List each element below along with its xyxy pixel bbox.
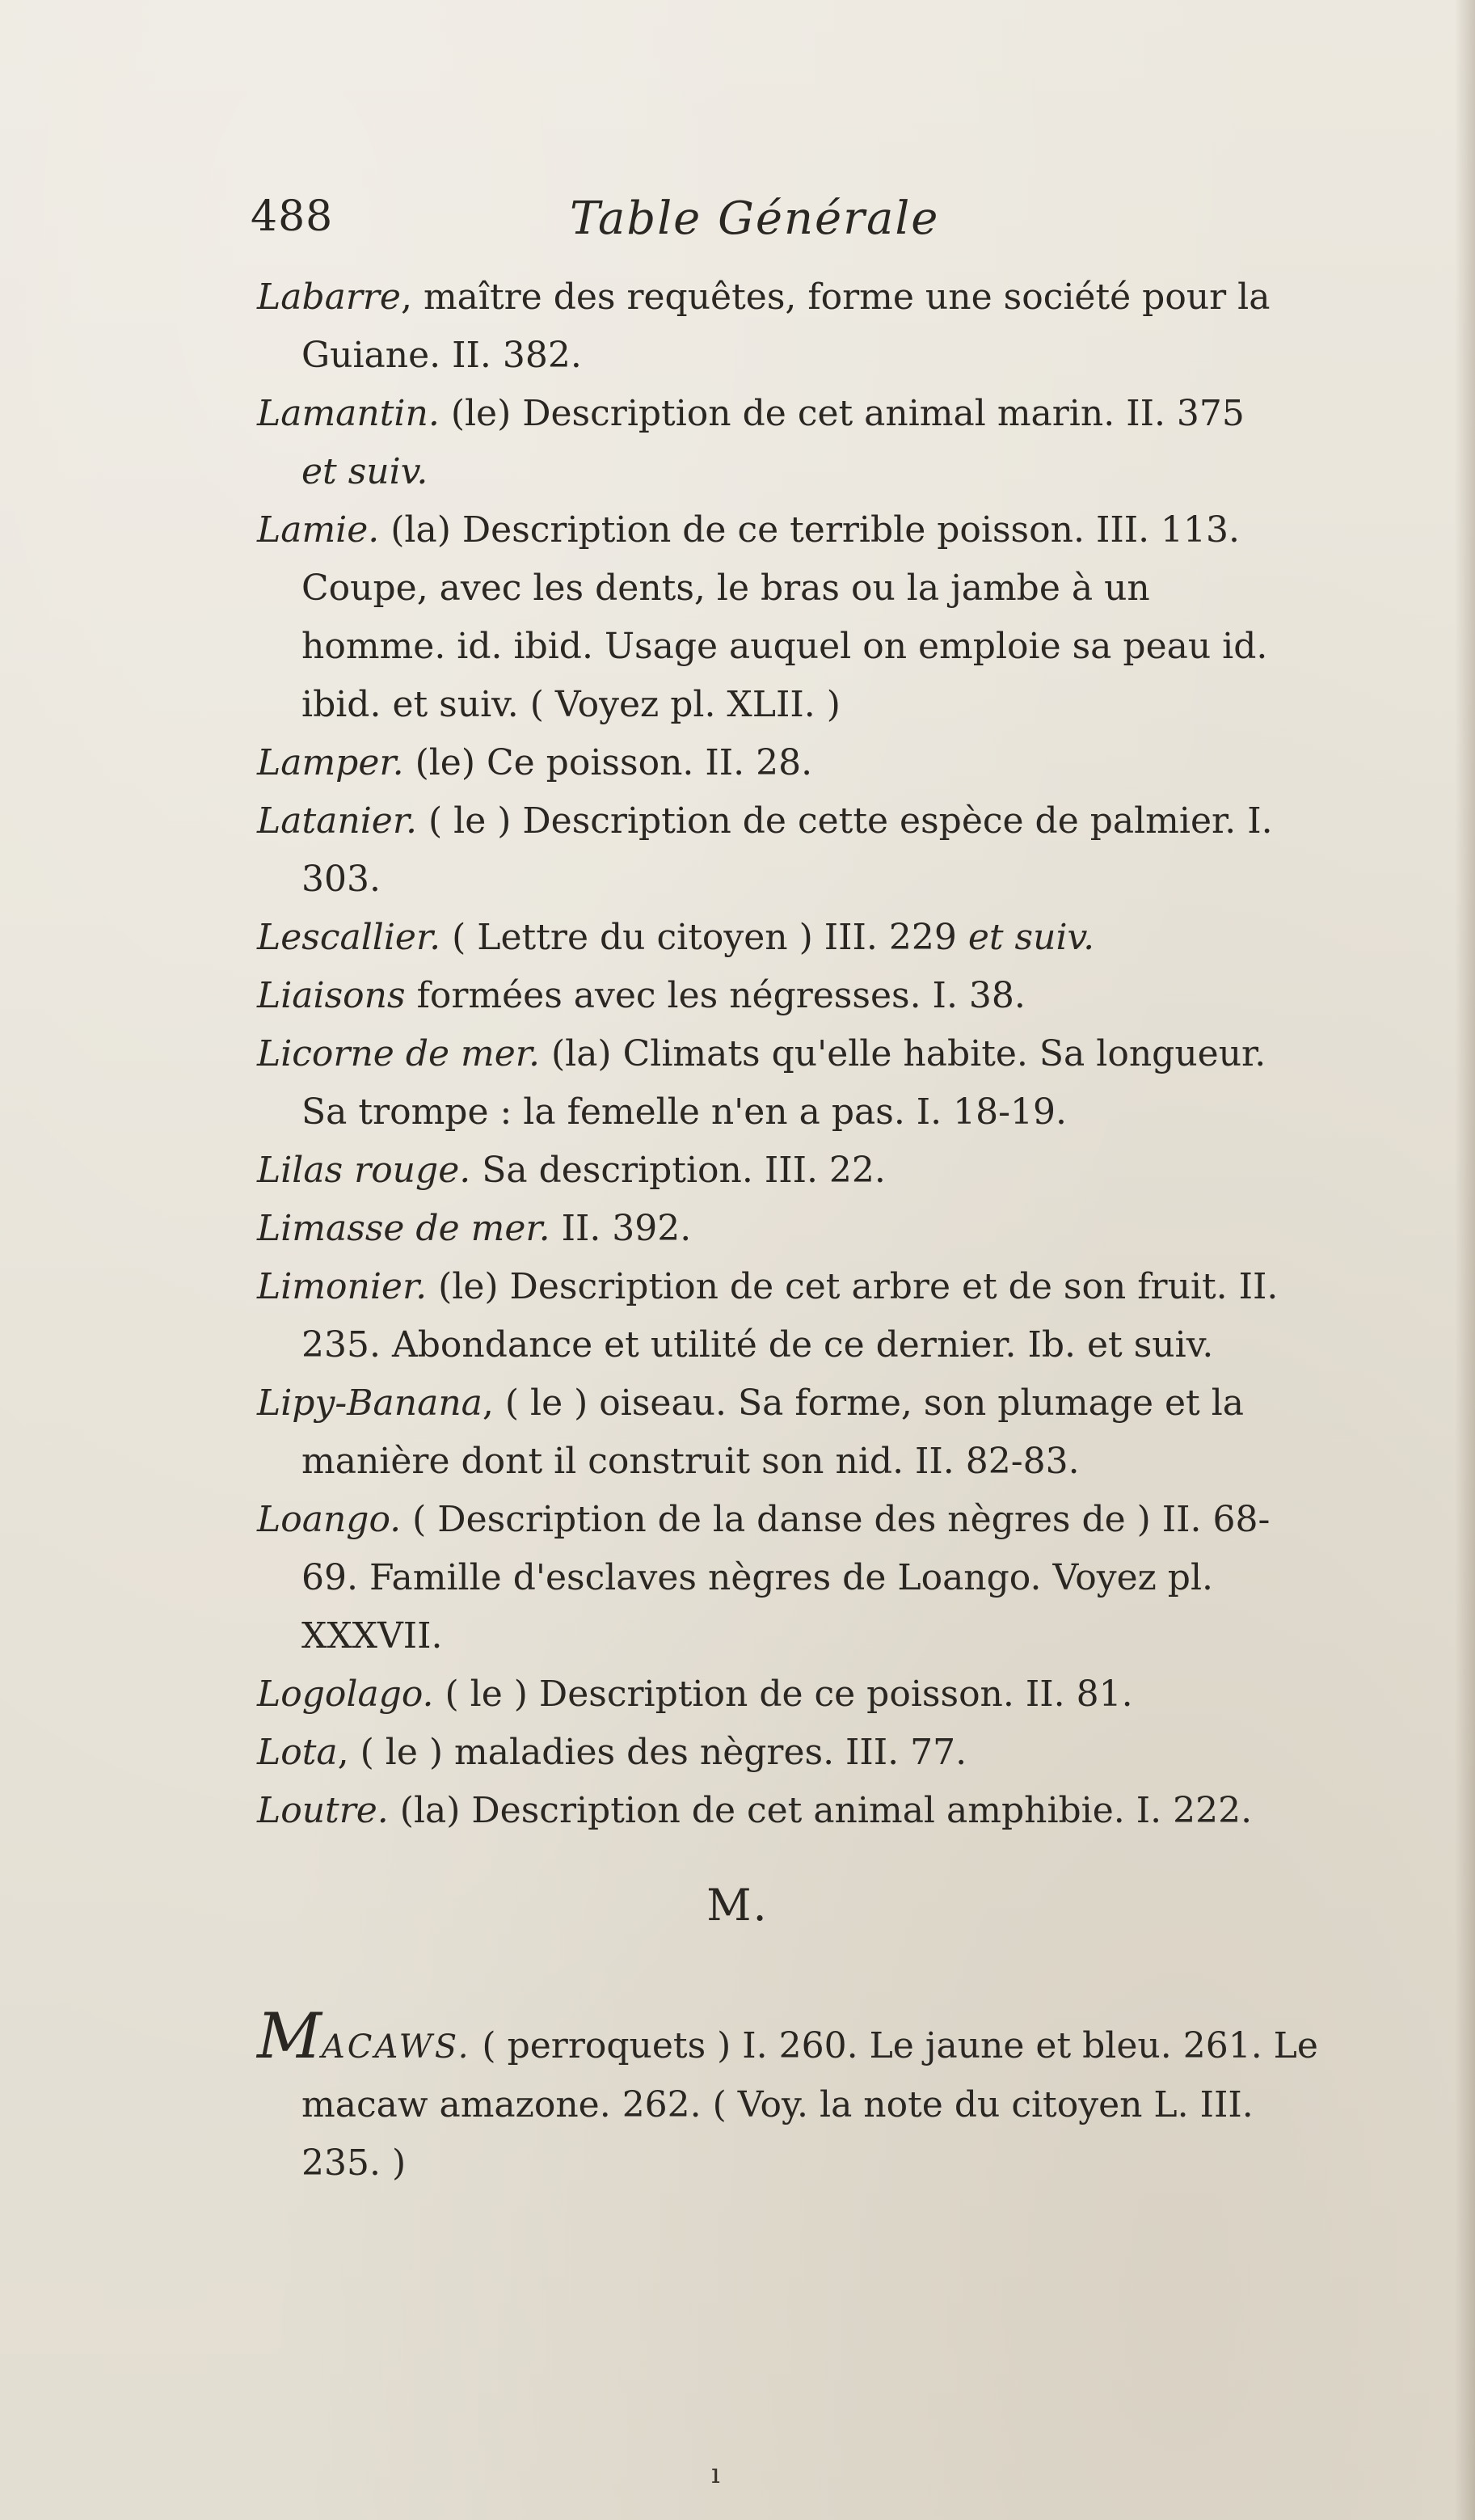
entry-head: Lipy-Banana [257, 1382, 483, 1424]
entry-head: Lamper. [257, 742, 404, 783]
index-entry [257, 1374, 1290, 1491]
index-entry [257, 385, 1290, 501]
index-entry [257, 909, 1290, 967]
entry-emphasis: et suiv. [967, 917, 1095, 958]
entry-head: ACAWS. [321, 2028, 471, 2066]
page-number: 488 [251, 192, 334, 241]
entry-text: (le) Description de cet animal marin. II. 375 [439, 393, 1245, 434]
index-entry [257, 967, 1290, 1025]
index-entries [257, 268, 1290, 1840]
index-entry [257, 1025, 1290, 1142]
entry-head: Limasse de mer. [257, 1208, 550, 1249]
entry-head: Lamie. [257, 509, 380, 551]
entry-head: Lilas rouge. [257, 1150, 471, 1191]
entry-head: Lota [257, 1732, 338, 1773]
entry-head: Liaisons [257, 975, 406, 1016]
entry-text: II. 392. [550, 1208, 692, 1249]
signature-mark: ı [711, 2458, 720, 2490]
index-entry [257, 1724, 1290, 1782]
entry-text: formées avec les négresses. I. 38. [405, 975, 1026, 1016]
entry-text: (la) Climats qu'elle habite. Sa longueur. Sa trompe : la femelle n'en a pas. I. 18-19. [301, 1033, 1266, 1133]
entry-head: Limonier. [257, 1266, 428, 1307]
index-entry [257, 1491, 1290, 1665]
entry-text: , ( le ) oiseau. Sa forme, son plumage et la manière dont il construit son nid. II. 82-83. [301, 1382, 1245, 1482]
entry-text: ( Description de la danse des nègres de ) II. 68-69. Famille d'esclaves nègres de Loango. Voyez pl. XXXVII. [301, 1499, 1271, 1657]
index-entry-macaws [257, 2000, 1334, 2193]
running-title: Table Générale [570, 192, 940, 245]
drop-cap: M [257, 2000, 322, 2073]
entry-head: Logolago. [257, 1674, 434, 1715]
section-letter: M. [706, 1880, 769, 1931]
entry-text: ( perroquets ) I. 260. Le jaune et bleu. 261. Le macaw amazone. 262. ( Voy. la note du citoyen L. III. 235. ) [301, 2025, 1318, 2184]
index-entry [257, 1142, 1290, 1200]
entry-text: ( Lettre du citoyen ) III. 229 [440, 917, 968, 958]
index-entry [257, 734, 1290, 792]
entry-emphasis: et suiv. [301, 451, 428, 492]
entry-text: ( le ) Description de cette espèce de palmier. I. 303. [301, 800, 1273, 900]
entry-head: Latanier. [257, 800, 417, 842]
entry-head: Loutre. [257, 1790, 389, 1831]
entry-text: (le) Ce poisson. II. 28. [403, 742, 813, 783]
entry-head: Lescallier. [257, 917, 441, 958]
entry-head: Labarre [257, 276, 401, 318]
entry-text: (le) Description de cet arbre et de son fruit. II. 235. Abondance et utilité de ce dernier. Ib. et suiv. [301, 1266, 1279, 1366]
index-entry [257, 1200, 1290, 1258]
entry-text: ( le ) Description de ce poisson. II. 81. [433, 1674, 1133, 1715]
index-entry [257, 268, 1290, 385]
entry-head: Licorne de mer. [257, 1033, 540, 1074]
entry-text: (la) Description de ce terrible poisson. III. 113. Coupe, avec les dents, le bras ou la jambe à un homme. id. ibid. Usage auquel on emploie sa peau id. ibid. et suiv. ( Voyez pl. XLII. ) [301, 509, 1268, 725]
index-entry [257, 1258, 1290, 1374]
page-header [251, 192, 1301, 265]
index-entry [257, 792, 1290, 909]
entry-text: , maître des requêtes, forme une société pour la Guiane. II. 382. [301, 276, 1271, 376]
index-entry [257, 1782, 1290, 1840]
entry-text: , ( le ) maladies des nègres. III. 77. [337, 1732, 967, 1773]
entry-head: Loango. [257, 1499, 402, 1540]
index-entry [257, 1665, 1290, 1724]
entry-head: Lamantin. [257, 393, 440, 434]
entry-text: (la) Description de cet animal amphibie. I. 222. [388, 1790, 1253, 1831]
index-entry [257, 501, 1290, 734]
entry-text: Sa description. III. 22. [470, 1150, 886, 1191]
